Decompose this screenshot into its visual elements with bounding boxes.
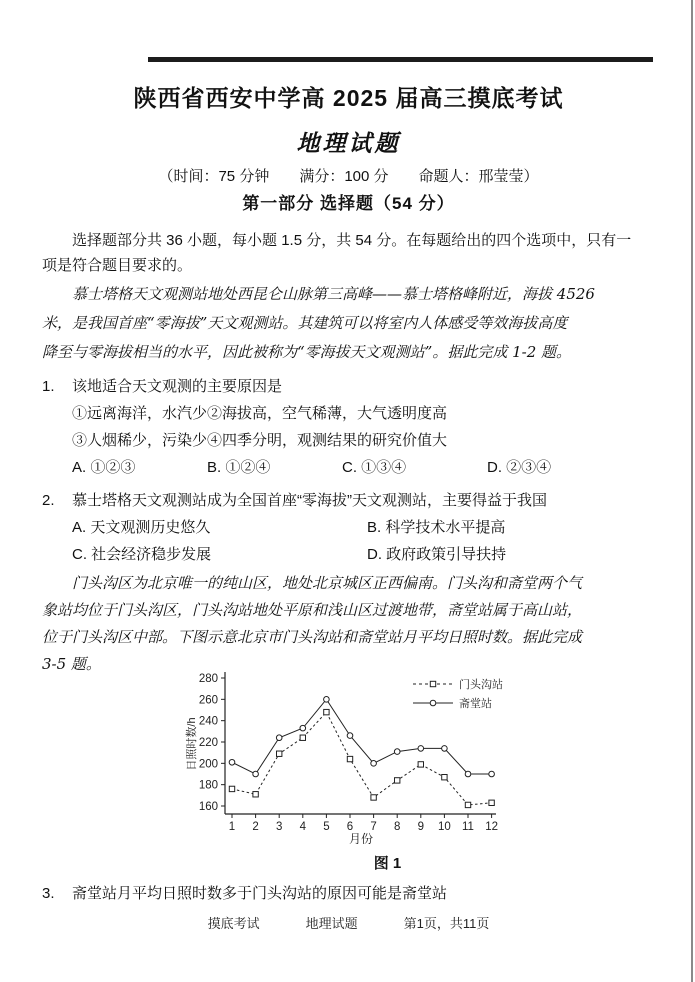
q2-option-b: B. 科学技术水平提高 <box>367 519 506 536</box>
q3-number: 3. <box>42 885 55 902</box>
q3-stem <box>42 880 655 907</box>
q1-option-d: D. ②③④ <box>487 459 552 476</box>
footer-exam-name: 摸底考试 <box>207 916 260 931</box>
svg-text:6: 6 <box>346 821 354 833</box>
svg-text:200: 200 <box>198 758 218 771</box>
material-paragraph-1 <box>42 280 655 367</box>
material-line: 位于门头沟区中部。下图示意北京市门头沟站和斋堂站月平均日照时数。据此完成 <box>42 628 583 646</box>
footer-pagination: 第1页，共11页 <box>403 916 490 931</box>
q2-stem <box>42 487 655 514</box>
question-1 <box>42 373 655 481</box>
q1-stem-text: 该地适合天文观测的主要原因是 <box>72 378 283 395</box>
svg-text:7: 7 <box>370 821 377 833</box>
question-3 <box>42 880 655 907</box>
svg-text:10: 10 <box>438 821 451 833</box>
intro-line: 项是符合题目要求的。 <box>42 257 193 274</box>
svg-text:8: 8 <box>393 821 401 833</box>
page-subtitle: 地理试题 <box>296 130 401 157</box>
page-footer <box>42 915 655 933</box>
q1-number: 1. <box>42 378 55 395</box>
svg-text:日照时数/h: 日照时数/h <box>186 717 198 771</box>
svg-text:160: 160 <box>198 801 218 813</box>
meta-line: （时间：75 分钟 满分：100 分 命题人：邢莹莹） <box>158 168 539 185</box>
q1-option-c: C. ①③④ <box>342 459 407 476</box>
q1-substatement-1: ①远离海洋，水汽少②海拔高，空气稀薄，大气透明度高 <box>72 405 448 422</box>
svg-text:2: 2 <box>252 821 259 833</box>
scan-border-right <box>691 0 693 982</box>
svg-text:180: 180 <box>198 779 218 792</box>
scan-border-top <box>148 57 653 62</box>
material-line: 门头沟区为北京唯一的纯山区，地处北京城区正西偏南。门头沟和斋堂两个气 <box>72 574 583 592</box>
page-title: 陕西省西安中学高 2025 届高三摸底考试 <box>133 85 564 111</box>
svg-text:220: 220 <box>198 737 218 749</box>
page-content <box>42 72 655 933</box>
svg-text:280: 280 <box>198 673 218 685</box>
q2-stem-text: 慕士塔格天文观测站成为全国首座“零海拔”天文观测站，主要得益于我国 <box>72 492 547 509</box>
q3-stem-text: 斋堂站月平均日照时数多于门头沟站的原因可能是斋堂站 <box>72 885 448 902</box>
q1-stem <box>42 373 655 400</box>
material-line: 米，是我国首座“零海拔”天文观测站。其建筑可以将室内人体感受等效海拔高度 <box>42 314 568 332</box>
svg-text:3: 3 <box>275 821 283 833</box>
q2-number: 2. <box>42 492 55 509</box>
intro-paragraph <box>42 228 655 278</box>
svg-text:1: 1 <box>228 821 236 833</box>
q1-option-a: A. ①②③ <box>72 459 136 476</box>
q2-option-c: C. 社会经济稳步发展 <box>72 546 212 563</box>
material-line: 3-5 题。 <box>42 655 101 673</box>
q1-substatement-2: ③人烟稀少，污染少④四季分明，观测结果的研究价值大 <box>72 432 448 449</box>
figure-chart <box>185 664 590 847</box>
material-line: 象站均位于门头沟区，门头沟站地处平原和浅山区过渡地带，斋堂站属于高山站， <box>42 601 583 619</box>
section-heading: 第一部分 选择题（54 分） <box>242 194 455 213</box>
svg-text:11: 11 <box>462 821 474 833</box>
q1-options <box>42 454 655 481</box>
svg-text:5: 5 <box>323 821 330 833</box>
svg-text:12: 12 <box>485 821 498 833</box>
svg-text:4: 4 <box>299 821 307 833</box>
svg-text:门头沟站: 门头沟站 <box>459 679 503 691</box>
q2-option-a: A. 天文观测历史悠久 <box>72 519 211 536</box>
material-line: 降至与零海拔相当的水平，因此被称为“零海拔天文观测站”。据此完成 1-2 题。 <box>42 343 572 361</box>
footer-subject: 地理试题 <box>305 916 358 931</box>
material-paragraph-2 <box>42 570 655 678</box>
svg-text:斋堂站: 斋堂站 <box>459 698 492 710</box>
svg-text:260: 260 <box>198 694 218 707</box>
q2-options-row-1 <box>42 514 655 541</box>
figure-caption: 图 1 <box>373 855 402 872</box>
svg-text:240: 240 <box>198 715 218 728</box>
figure-1 <box>185 664 590 874</box>
intro-line: 选择题部分共 36 小题，每小题 1.5 分，共 54 分。在每题给出的四个选项中，只有一 <box>72 232 632 249</box>
q1-option-b: B. ①②④ <box>207 459 271 476</box>
svg-text:9: 9 <box>417 821 425 833</box>
q2-options-row-2 <box>42 541 655 568</box>
material-line: 慕士塔格天文观测站地处西昆仑山脉第三高峰——慕士塔格峰附近，海拔 4526 <box>72 285 595 303</box>
q2-option-d: D. 政府政策引导扶持 <box>367 546 507 563</box>
svg-text:月份: 月份 <box>348 832 374 846</box>
question-2 <box>42 487 655 568</box>
